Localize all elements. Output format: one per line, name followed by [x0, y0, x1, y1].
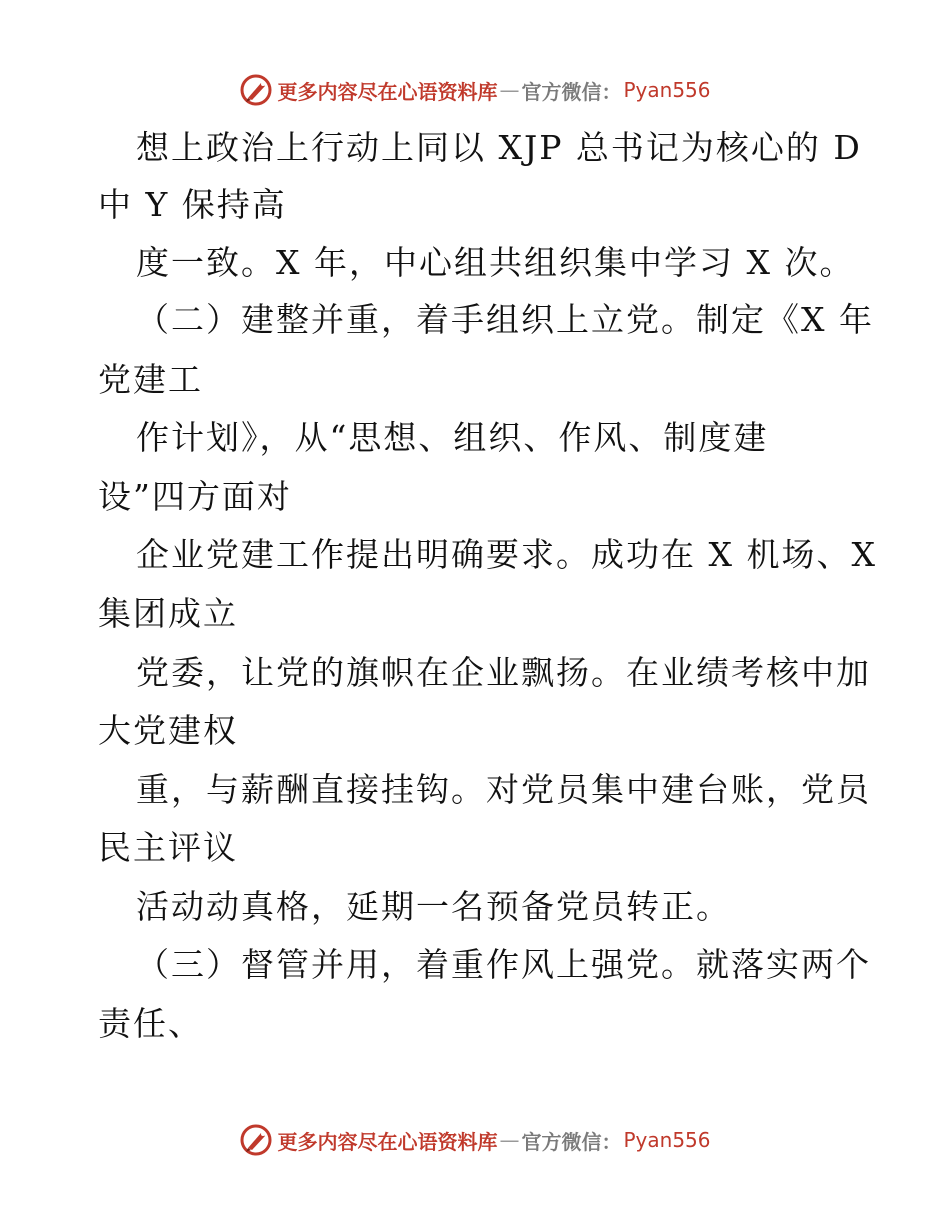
text-line: 度一致。X 年，中心组共组织集中学习 X 次。	[136, 243, 855, 282]
text-line: 设”四方面对	[98, 477, 292, 516]
watermark-account-label: 官方微信：	[521, 79, 622, 104]
watermark-text: 更多内容尽在心语资料库	[277, 79, 498, 104]
text-line: 中 Y 保持高	[98, 185, 287, 224]
text-line: 党委，让党的旗帜在企业飘扬。在业绩考核中加	[136, 653, 871, 692]
watermark-dash: —	[499, 1128, 520, 1152]
text-line: 大党建权	[98, 711, 238, 750]
text-line: 作计划》，从“思想、组织、作风、制度建	[136, 418, 769, 457]
text-line: 活动动真格，延期一名预备党员转正。	[136, 887, 731, 926]
watermark-text: 更多内容尽在心语资料库	[277, 1129, 498, 1154]
text-line: （三）督管并用，着重作风上强党。就落实两个	[136, 945, 871, 984]
text-line: 党建工	[98, 360, 203, 399]
watermark-account-id: Pyan556	[623, 78, 711, 102]
text-line: 集团成立	[98, 594, 238, 633]
text-line: 民主评议	[98, 828, 238, 867]
pen-logo-icon	[239, 1123, 273, 1157]
text-line: （二）建整并重，着手组织上立党。制定《X 年	[136, 300, 874, 339]
footer-watermark	[0, 1120, 950, 1160]
watermark-dash: —	[499, 78, 520, 102]
watermark-account-id: Pyan556	[623, 1128, 711, 1152]
text-line: 责任、	[98, 1004, 203, 1043]
text-line: 重，与薪酬直接挂钩。对党员集中建台账，党员	[136, 770, 871, 809]
text-line: 想上政治上行动上同以 XJP 总书记为核心的 D	[136, 128, 862, 167]
watermark-account-label: 官方微信：	[521, 1129, 622, 1154]
text-line: 企业党建工作提出明确要求。成功在 X 机场、X	[136, 535, 877, 574]
